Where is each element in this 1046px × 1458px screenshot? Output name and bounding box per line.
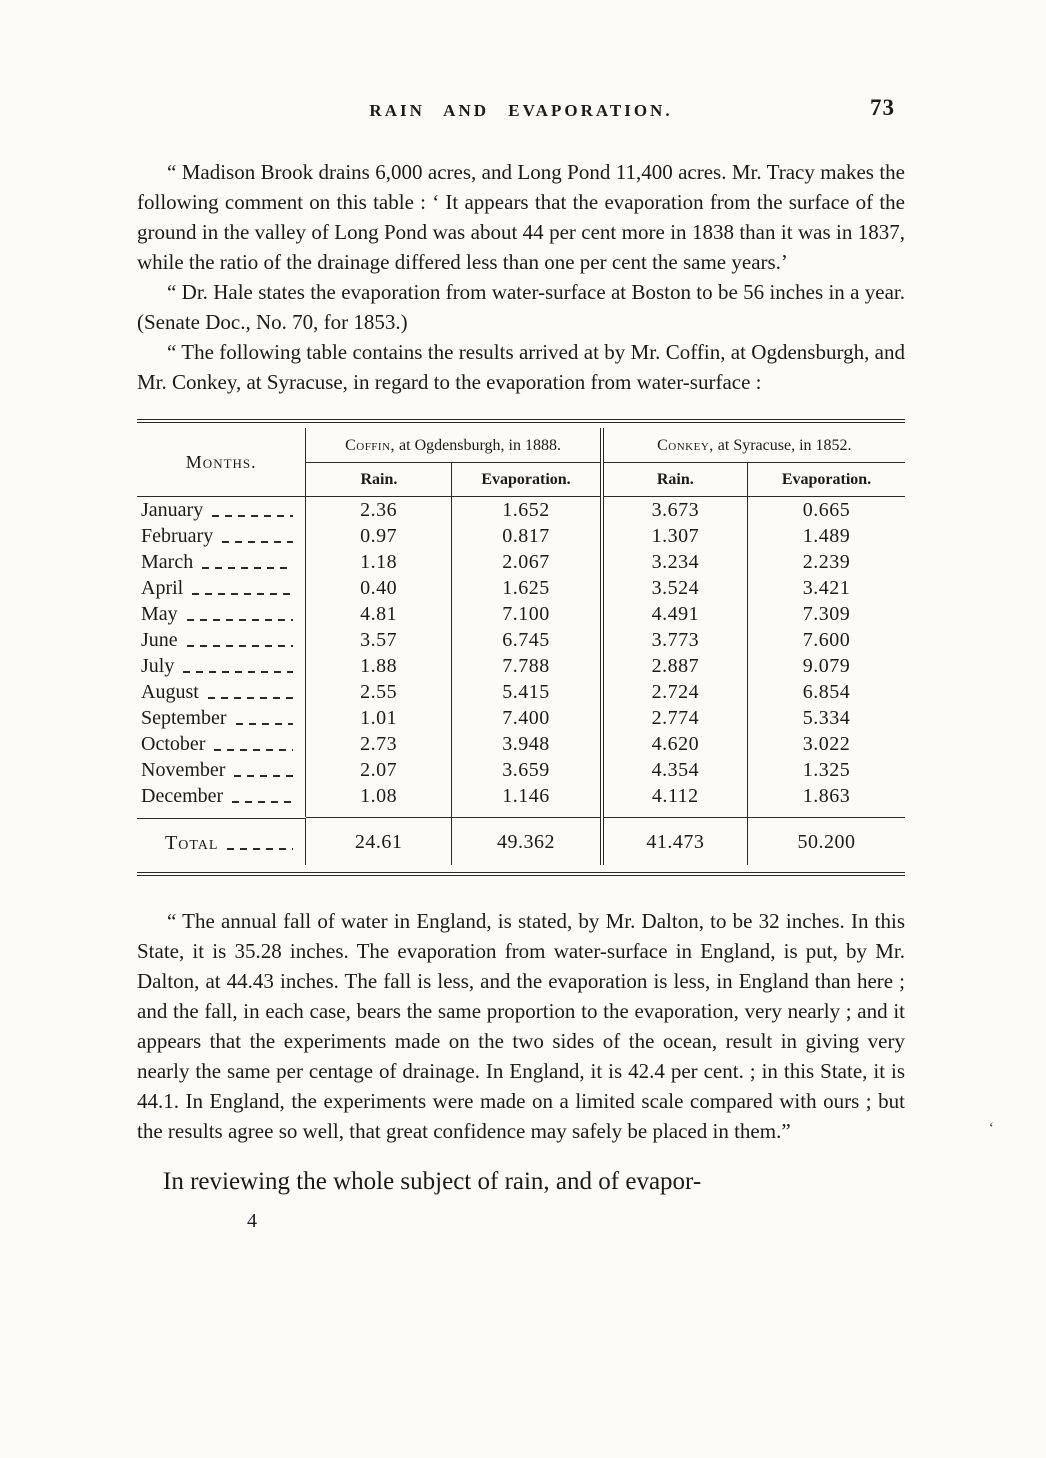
running-title: RAIN AND EVAPORATION. [369,101,673,120]
table-row [137,757,905,783]
conkey-rain-value: 1.307 [602,523,748,549]
conkey-evaporation-value: 7.309 [802,603,851,625]
conkey-evaporation-value: 1.325 [802,759,851,781]
paragraph-madison-brook: “ Madison Brook drains 6,000 acres, and Long Pond 11,400 acres. Mr. Tracy makes the following comment on this table : ‘ It appears that the evaporation from the surface of the ground in the valley of Long Pond was about 44 per cent more in 1838 than it was in 1837, while the ratio of the drainage differed less than one per cent the same years.’ [137,160,905,274]
coffin-rain-value: 2.55 [306,679,452,705]
coffin-evaporation-value: 2.067 [452,549,602,575]
page-header [137,95,905,125]
page-number: 73 [870,95,895,120]
coffin-evaporation-total: 49.362 [452,818,602,865]
table-row [137,575,905,601]
coffin-evaporation-value: 1.652 [452,497,602,524]
conkey-evaporation-value: 9.079 [802,655,851,677]
coffin-evaporation-value: 7.400 [452,705,602,731]
month-cell [137,757,306,783]
dot-leader [192,593,293,595]
coffin-rain-value: 2.07 [306,757,452,783]
table-row [137,523,905,549]
paragraph-in-reviewing: In reviewing the whole subject of rain, and of evapor- [163,1167,702,1195]
month-cell [137,679,306,705]
dot-leader [232,801,293,803]
conkey-group-header [602,428,905,463]
months-column-header: Months. [137,428,306,497]
month-label: January [141,499,204,521]
dot-leader [227,848,293,850]
table-row [137,601,905,627]
month-cell [137,523,306,549]
conkey-observer-detail: at Syracuse, in 1852. [713,437,852,454]
coffin-evaporation-value: 3.659 [452,757,602,783]
conkey-evaporation-value: 7.600 [802,629,851,651]
month-label: May [141,603,178,625]
conkey-rain-value: 2.774 [602,705,748,731]
month-cell [137,575,306,601]
conkey-observer-name: Conkey, [657,437,714,454]
month-label: October [141,733,206,755]
coffin-rain-value: 1.88 [306,653,452,679]
coffin-evaporation-value: 7.788 [452,653,602,679]
month-label: June [141,629,178,651]
total-label: Total [165,831,219,854]
signature-mark: 4 [247,1209,257,1232]
conkey-rain-value: 4.620 [602,731,748,757]
dot-leader [202,567,293,569]
conkey-rain-total: 41.473 [602,818,748,865]
table-row [137,731,905,757]
dot-leader [236,723,293,725]
coffin-group-header [306,428,602,463]
table-row [137,549,905,575]
dot-leader [208,697,293,699]
conkey-rain-value: 3.524 [602,575,748,601]
coffin-rain-total: 24.61 [306,818,452,865]
conkey-evaporation-value: 0.665 [802,499,851,521]
paragraph-england-comparison: “ The annual fall of water in England, is stated, by Mr. Dalton, to be 32 inches. In this State, it is 35.28 inches. The evaporation from water-surface in England, is put, by Mr. Dalton, at 44.43 inches. The fall is less, and the evaporation is less, in England than here ; and the fall, in each case, bears the same proportion to the evaporation, very nearly ; and it appears that the experiments made on the two sides of the ocean, result in giving very nearly the same per centage of drainage. In England, it is 42.4 per cent. ; in this State, it is 44.1. In England, the experiments were made on a limited scale compared with ours ; but the results agree so well, that great confidence may safely be placed in them.” [137,908,905,1143]
month-label: April [141,577,184,599]
data-table [137,428,905,865]
month-label: September [141,707,227,729]
conkey-evaporation-value: 5.334 [802,707,851,729]
coffin-rain-header: Rain. [306,463,452,497]
coffin-evaporation-value: 0.817 [452,523,602,549]
rain-evaporation-table [137,419,905,876]
coffin-evaporation-value: 5.415 [452,679,602,705]
conkey-evaporation-value: 6.854 [802,681,851,703]
coffin-observer-name: Coffin, [345,437,396,454]
coffin-rain-value: 0.97 [306,523,452,549]
table-body [137,497,905,818]
dot-leader [222,541,293,543]
table-group-header-row [137,428,905,463]
month-cell [137,549,306,575]
conkey-rain-value: 3.773 [602,627,748,653]
coffin-evaporation-value: 1.146 [452,783,602,818]
month-label: July [141,655,175,677]
coffin-evaporation-header: Evaporation. [452,463,602,497]
month-cell [137,653,306,679]
conkey-rain-value: 3.673 [602,497,748,524]
month-cell [137,601,306,627]
coffin-rain-value: 1.08 [306,783,452,818]
coffin-rain-value: 4.81 [306,601,452,627]
coffin-evaporation-value: 3.948 [452,731,602,757]
conkey-rain-header: Rain. [602,463,748,497]
conkey-evaporation-header: Evaporation. [748,463,905,497]
conkey-evaporation-value: 1.863 [802,785,851,807]
conkey-rain-value: 4.491 [602,601,748,627]
month-label: March [141,551,194,573]
conkey-rain-value: 2.887 [602,653,748,679]
table-total-row [137,818,905,865]
total-label-cell [137,818,306,865]
table-row [137,497,905,524]
dot-leader [183,671,293,673]
month-label: February [141,525,214,547]
conkey-rain-value: 2.724 [602,679,748,705]
conkey-rain-value: 4.112 [602,783,748,818]
coffin-evaporation-value: 7.100 [452,601,602,627]
dot-leader [214,749,293,751]
conkey-evaporation-total: 50.200 [748,818,905,865]
coffin-rain-value: 2.73 [306,731,452,757]
coffin-evaporation-value: 1.625 [452,575,602,601]
month-cell [137,783,306,817]
coffin-rain-value: 1.01 [306,705,452,731]
conkey-evaporation-value: 1.489 [802,525,851,547]
coffin-rain-value: 2.36 [306,497,452,524]
paragraph-table-intro: “ The following table contains the results arrived at by Mr. Coffin, at Ogdensburgh, and Mr. Conkey, at Syracuse, in regard to the evaporation from water-surface : [137,340,905,394]
month-cell [137,705,306,731]
table-row [137,679,905,705]
month-label: August [141,681,199,703]
month-cell [137,731,306,757]
paragraph-dr-hale: “ Dr. Hale states the evaporation from water-surface at Boston to be 56 inches in a year. (Senate Doc., No. 70, for 1853.) [137,280,905,334]
table-row [137,627,905,653]
coffin-rain-value: 3.57 [306,627,452,653]
coffin-observer-detail: at Ogdensburgh, in 1888. [395,437,561,454]
dot-leader [234,775,293,777]
month-cell [137,627,306,653]
month-label: December [141,785,224,807]
table-row [137,705,905,731]
conkey-rain-value: 4.354 [602,757,748,783]
table-row [137,653,905,679]
dot-leader [187,619,293,621]
coffin-rain-value: 0.40 [306,575,452,601]
table-row [137,783,905,818]
conkey-evaporation-value: 3.421 [802,577,851,599]
month-label: November [141,759,226,781]
dot-leader [212,515,293,517]
conkey-evaporation-value: 2.239 [802,551,851,573]
coffin-rain-value: 1.18 [306,549,452,575]
scan-artifact: ‘ [988,1120,994,1137]
conkey-evaporation-value: 3.022 [802,733,851,755]
coffin-evaporation-value: 6.745 [452,627,602,653]
conkey-rain-value: 3.234 [602,549,748,575]
month-cell [137,497,306,523]
dot-leader [187,645,293,647]
